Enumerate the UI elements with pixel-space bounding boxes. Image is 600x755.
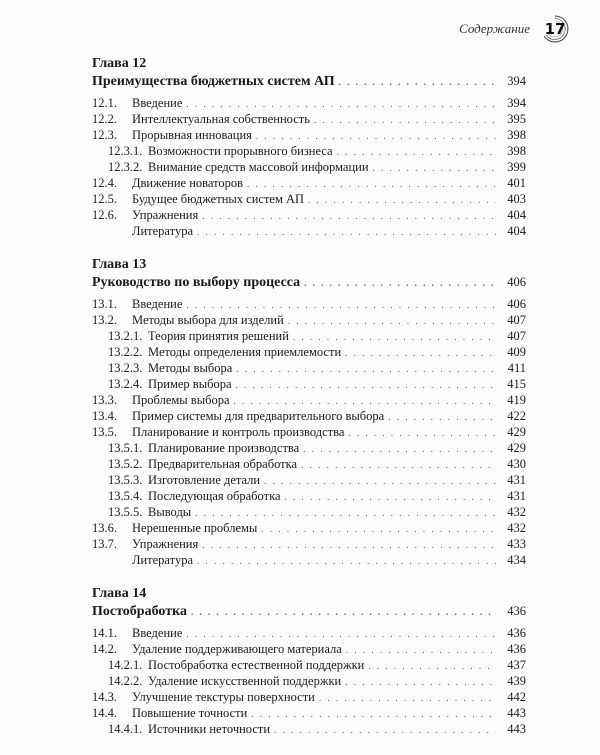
leader-dots <box>251 705 496 722</box>
toc-entry[interactable] <box>92 689 526 705</box>
entry-number: 13.4. <box>92 409 117 423</box>
entry-page: 436 <box>507 642 526 656</box>
leader-dots <box>373 159 496 176</box>
entry-title: Пример системы для предварительного выбора <box>132 409 385 423</box>
leader-dots <box>301 456 496 473</box>
toc-entry[interactable] <box>92 657 526 673</box>
leader-dots <box>346 641 496 658</box>
leader-dots <box>293 328 496 345</box>
entry-number: 12.3.1. <box>108 144 143 158</box>
toc-entry[interactable] <box>92 408 526 424</box>
leader-dots <box>345 673 496 690</box>
entry-title: Источники неточности <box>148 722 271 736</box>
toc-entry[interactable] <box>92 392 526 408</box>
entry-page: 433 <box>507 537 526 551</box>
entry-title: Упражнения <box>132 537 199 551</box>
entry-title: Внимание средств массовой информации <box>148 160 369 174</box>
toc-entry[interactable] <box>92 721 526 737</box>
leader-dots <box>186 625 496 642</box>
toc-entry[interactable] <box>92 95 526 111</box>
entry-title: Теория принятия решений <box>148 329 289 343</box>
entry-page: 429 <box>507 441 526 455</box>
entry-page: 398 <box>507 144 526 158</box>
entry-title: Планирование и контроль производства <box>132 425 345 439</box>
entry-number: 14.4.1. <box>108 722 143 736</box>
entry-number: 14.4. <box>92 706 117 720</box>
entry-number: 13.5.1. <box>108 441 143 455</box>
entry-number: 14.2. <box>92 642 117 656</box>
entry-title: Движение новаторов <box>132 176 244 190</box>
entry-page: 407 <box>507 329 526 343</box>
entry-page: 439 <box>507 674 526 688</box>
entry-page: 411 <box>507 361 526 375</box>
entry-title: Проблемы выбора <box>132 393 230 407</box>
leader-dots <box>303 440 496 457</box>
leader-dots <box>202 207 496 224</box>
entry-page: 409 <box>507 345 526 359</box>
leader-dots <box>339 73 496 91</box>
leader-dots <box>388 408 496 425</box>
toc-entry[interactable] <box>92 159 526 175</box>
toc-entry[interactable] <box>92 641 526 657</box>
chapter-label: Глава 12 <box>92 56 147 71</box>
entry-page: 395 <box>507 112 526 126</box>
leader-dots <box>304 274 496 292</box>
leader-dots <box>236 376 496 393</box>
leader-dots <box>191 603 496 621</box>
leader-dots <box>256 127 496 144</box>
toc-entry[interactable] <box>92 456 526 472</box>
entry-title: Введение <box>132 626 183 640</box>
leader-dots <box>197 552 496 569</box>
entry-title: Упражнения <box>132 208 199 222</box>
toc-entry[interactable] <box>92 472 526 488</box>
leader-dots <box>195 504 496 521</box>
entry-number: 12.3.2. <box>108 160 143 174</box>
leader-dots <box>202 536 496 553</box>
entry-number: 12.6. <box>92 208 117 222</box>
leader-dots <box>264 472 496 489</box>
leader-dots <box>274 721 496 738</box>
chapter-page: 406 <box>507 275 526 289</box>
entry-page: 434 <box>507 553 526 567</box>
leader-dots <box>261 520 496 537</box>
toc-entry[interactable] <box>92 223 526 239</box>
entry-title: Пример выбора <box>148 377 232 391</box>
toc-entry[interactable] <box>92 111 526 127</box>
leader-dots <box>314 111 496 128</box>
entry-page: 398 <box>507 128 526 142</box>
entry-page: 404 <box>507 208 526 222</box>
leader-dots <box>288 312 496 329</box>
toc-entry[interactable] <box>92 127 526 143</box>
entry-number: 13.6. <box>92 521 117 535</box>
entry-page: 432 <box>507 521 526 535</box>
entry-title: Возможности прорывного бизнеса <box>148 144 333 158</box>
entry-number: 13.5.2. <box>108 457 143 471</box>
toc-entry[interactable] <box>92 191 526 207</box>
entry-title: Предварительная обработка <box>148 457 298 471</box>
entry-page: 403 <box>507 192 526 206</box>
toc-entry[interactable] <box>92 673 526 689</box>
entry-number: 13.2. <box>92 313 117 327</box>
entry-number: 14.1. <box>92 626 117 640</box>
entry-number: 13.3. <box>92 393 117 407</box>
entry-page: 429 <box>507 425 526 439</box>
entry-title: Выводы <box>148 505 192 519</box>
toc-entry[interactable] <box>92 328 526 344</box>
entry-number: 13.2.3. <box>108 361 143 375</box>
toc-entry[interactable] <box>92 488 526 504</box>
entry-title: Постобработка естественной поддержки <box>148 658 365 672</box>
entry-page: 442 <box>507 690 526 704</box>
entry-page: 407 <box>507 313 526 327</box>
leader-dots <box>345 344 496 361</box>
entry-number: 13.5.3. <box>108 473 143 487</box>
entry-number: 12.5. <box>92 192 117 206</box>
toc-entry[interactable] <box>92 552 526 568</box>
toc-entry[interactable] <box>92 536 526 552</box>
entry-title: Изготовление детали <box>148 473 261 487</box>
entry-title: Нерешенные проблемы <box>132 521 258 535</box>
entry-page: 431 <box>507 489 526 503</box>
entry-number: 13.5.5. <box>108 505 143 519</box>
entry-page: 406 <box>507 297 526 311</box>
entry-title: Литература <box>132 224 193 238</box>
chapter-block <box>92 257 526 568</box>
toc-entry[interactable] <box>92 175 526 191</box>
entry-title: Введение <box>132 297 183 311</box>
header-title: Содержание <box>459 21 530 36</box>
entry-number: 13.5. <box>92 425 117 439</box>
entry-page: 404 <box>507 224 526 238</box>
table-of-contents <box>92 56 526 755</box>
entry-page: 394 <box>507 96 526 110</box>
entry-number: 12.2. <box>92 112 117 126</box>
entry-number: 13.2.2. <box>108 345 143 359</box>
entry-title: Интеллектуальная собственность <box>132 112 310 126</box>
toc-entry[interactable] <box>92 504 526 520</box>
entry-title: Будущее бюджетных систем АП <box>132 192 305 206</box>
leader-dots <box>285 488 496 505</box>
toc-entry[interactable] <box>92 360 526 376</box>
leader-dots <box>368 657 496 674</box>
page-number: 17 <box>544 20 566 38</box>
entry-title: Повышение точности <box>132 706 248 720</box>
toc-entry[interactable] <box>92 312 526 328</box>
leader-dots <box>348 424 496 441</box>
chapter-title-row[interactable] <box>92 602 526 621</box>
toc-entry[interactable] <box>92 440 526 456</box>
entry-page: 399 <box>507 160 526 174</box>
entry-page: 437 <box>507 658 526 672</box>
entry-number: 12.1. <box>92 96 117 110</box>
entry-page: 443 <box>507 706 526 720</box>
entry-title: Введение <box>132 96 183 110</box>
entry-page: 443 <box>507 722 526 736</box>
chapter-page: 436 <box>507 604 526 618</box>
chapter-block <box>92 586 526 737</box>
entry-number: 14.2.1. <box>108 658 143 672</box>
entry-number: 13.2.1. <box>108 329 143 343</box>
chapter-block <box>92 56 526 239</box>
page-number-badge <box>540 14 570 44</box>
entry-title: Удаление поддерживающего материала <box>132 642 342 656</box>
chapter-title: Преимущества бюджетных систем АП <box>92 74 335 89</box>
entry-title: Методы выбора <box>148 361 233 375</box>
leader-dots <box>234 392 496 409</box>
entry-page: 419 <box>507 393 526 407</box>
toc-entry[interactable] <box>92 207 526 223</box>
entry-number: 13.5.4. <box>108 489 143 503</box>
entry-number: 13.7. <box>92 537 117 551</box>
entry-number: 14.3. <box>92 690 117 704</box>
entry-title: Литература <box>132 553 193 567</box>
entry-title: Методы выбора для изделий <box>132 313 284 327</box>
toc-entry[interactable] <box>92 520 526 536</box>
entry-title: Последующая обработка <box>148 489 281 503</box>
toc-entry[interactable] <box>92 705 526 721</box>
entry-page: 415 <box>507 377 526 391</box>
entry-page: 401 <box>507 176 526 190</box>
entry-page: 431 <box>507 473 526 487</box>
leader-dots <box>308 191 496 208</box>
chapter-title-row[interactable] <box>92 72 526 91</box>
entry-title: Прорывная инновация <box>132 128 252 142</box>
entry-title: Удаление искусственной поддержки <box>148 674 342 688</box>
toc-entry[interactable] <box>92 376 526 392</box>
chapter-title: Руководство по выбору процесса <box>92 275 301 290</box>
entry-title: Планирование производства <box>148 441 300 455</box>
chapter-label: Глава 13 <box>92 257 147 272</box>
entry-number: 14.2.2. <box>108 674 143 688</box>
entry-page: 422 <box>507 409 526 423</box>
toc-entry[interactable] <box>92 424 526 440</box>
toc-entry[interactable] <box>92 296 526 312</box>
leader-dots <box>247 175 496 192</box>
entry-number: 13.1. <box>92 297 117 311</box>
leader-dots <box>236 360 496 377</box>
chapter-label: Глава 14 <box>92 586 147 601</box>
entry-page: 436 <box>507 626 526 640</box>
entry-number: 12.3. <box>92 128 117 142</box>
entry-number: 13.2.4. <box>108 377 143 391</box>
toc-entry[interactable] <box>92 344 526 360</box>
leader-dots <box>337 143 496 160</box>
toc-entry[interactable] <box>92 143 526 159</box>
entry-title: Методы определения приемлемости <box>148 345 342 359</box>
leader-dots <box>186 95 496 112</box>
entry-page: 430 <box>507 457 526 471</box>
entry-title: Улучшение текстуры поверхности <box>132 690 315 704</box>
chapter-title: Постобработка <box>92 604 187 619</box>
entry-number: 12.4. <box>92 176 117 190</box>
entry-page: 432 <box>507 505 526 519</box>
leader-dots <box>186 296 496 313</box>
leader-dots <box>197 223 496 240</box>
chapter-page: 394 <box>507 74 526 88</box>
running-header <box>459 14 570 44</box>
leader-dots <box>319 689 496 706</box>
chapter-title-row[interactable] <box>92 273 526 292</box>
toc-entry[interactable] <box>92 625 526 641</box>
